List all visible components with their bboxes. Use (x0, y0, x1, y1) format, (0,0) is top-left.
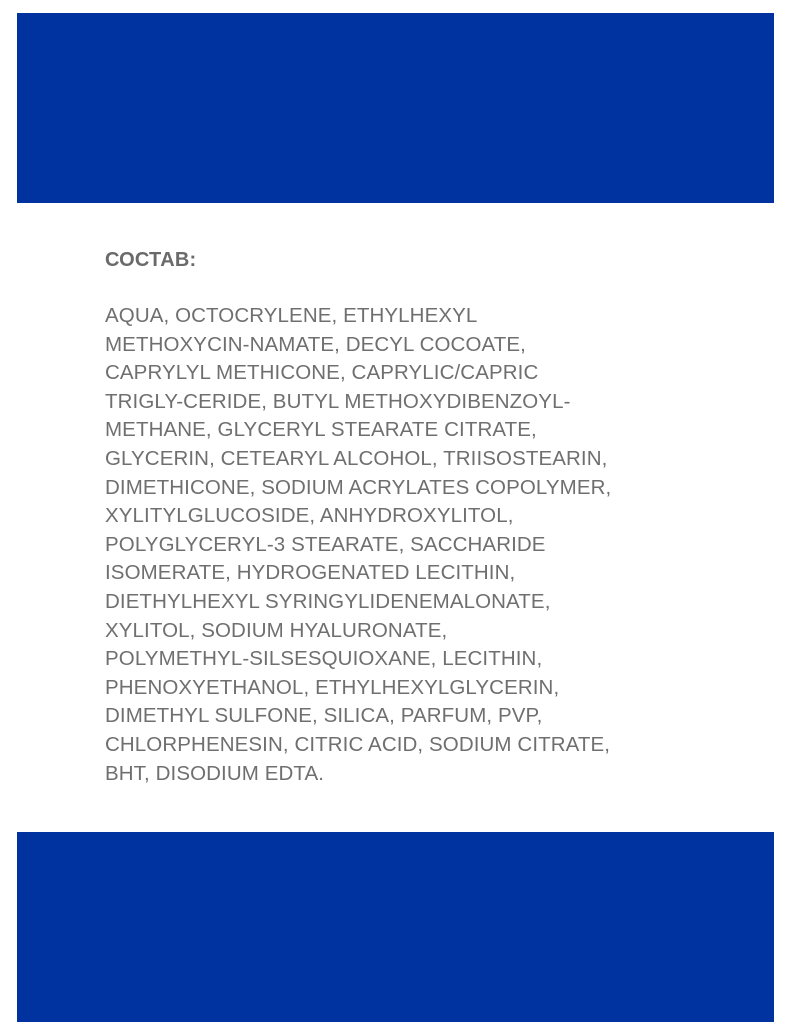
ingredient-line: METHOXYCIN-NAMATE, DECYL COCOATE, (105, 332, 526, 356)
ingredient-line: DIMETHYL SULFONE, SILICA, PARFUM, PVP, (105, 704, 543, 728)
top-blue-band (17, 13, 774, 203)
ingredient-line: POLYMETHYL-SILSESQUIOXANE, LECITHIN, (105, 647, 543, 671)
ingredient-line: PHENOXYETHANOL, ETHYLHEXYLGLYCERIN, (105, 675, 560, 699)
ingredient-line: ISOMERATE, HYDROGENATED LECITHIN, (105, 561, 516, 585)
bottom-blue-band (17, 832, 774, 1022)
ingredient-line: AQUA, OCTOCRYLENE, ETHYLHEXYL (105, 304, 478, 327)
ingredient-line: XYLITOL, SODIUM HYALURONATE, (105, 618, 448, 642)
ingredient-line: BHT, DISODIUM EDTA. (105, 761, 325, 785)
ingredient-line: DIMETHICONE, SODIUM ACRYLATES COPOLYMER, (105, 475, 612, 499)
ingredients-heading: СОСТАВ: (105, 249, 197, 271)
ingredient-line: CAPRYLYL METHICONE, CAPRYLIC/CAPRIC (105, 361, 539, 385)
ingredient-line: XYLITYLGLUCOSIDE, ANHYDROXYLITOL, (105, 504, 514, 528)
ingredients-section (105, 246, 745, 788)
ingredient-line: METHANE, GLYCERYL STEARATE CITRATE, (105, 418, 537, 442)
ingredient-line: POLYGLYCERYL-3 STEARATE, SACCHARIDE (105, 532, 546, 556)
ingredient-line: GLYCERIN, CETEARYL ALCOHOL, TRIISOSTEARIN, (105, 446, 608, 470)
ingredients-list (105, 302, 745, 788)
ingredient-line: CHLORPHENESIN, CITRIC ACID, SODIUM CITRATE, (105, 732, 611, 756)
ingredient-line: DIETHYLHEXYL SYRINGYLIDENEMALONATE, (105, 589, 551, 613)
ingredient-line: TRIGLY-CERIDE, BUTYL METHOXYDIBENZOYL- (105, 389, 571, 413)
